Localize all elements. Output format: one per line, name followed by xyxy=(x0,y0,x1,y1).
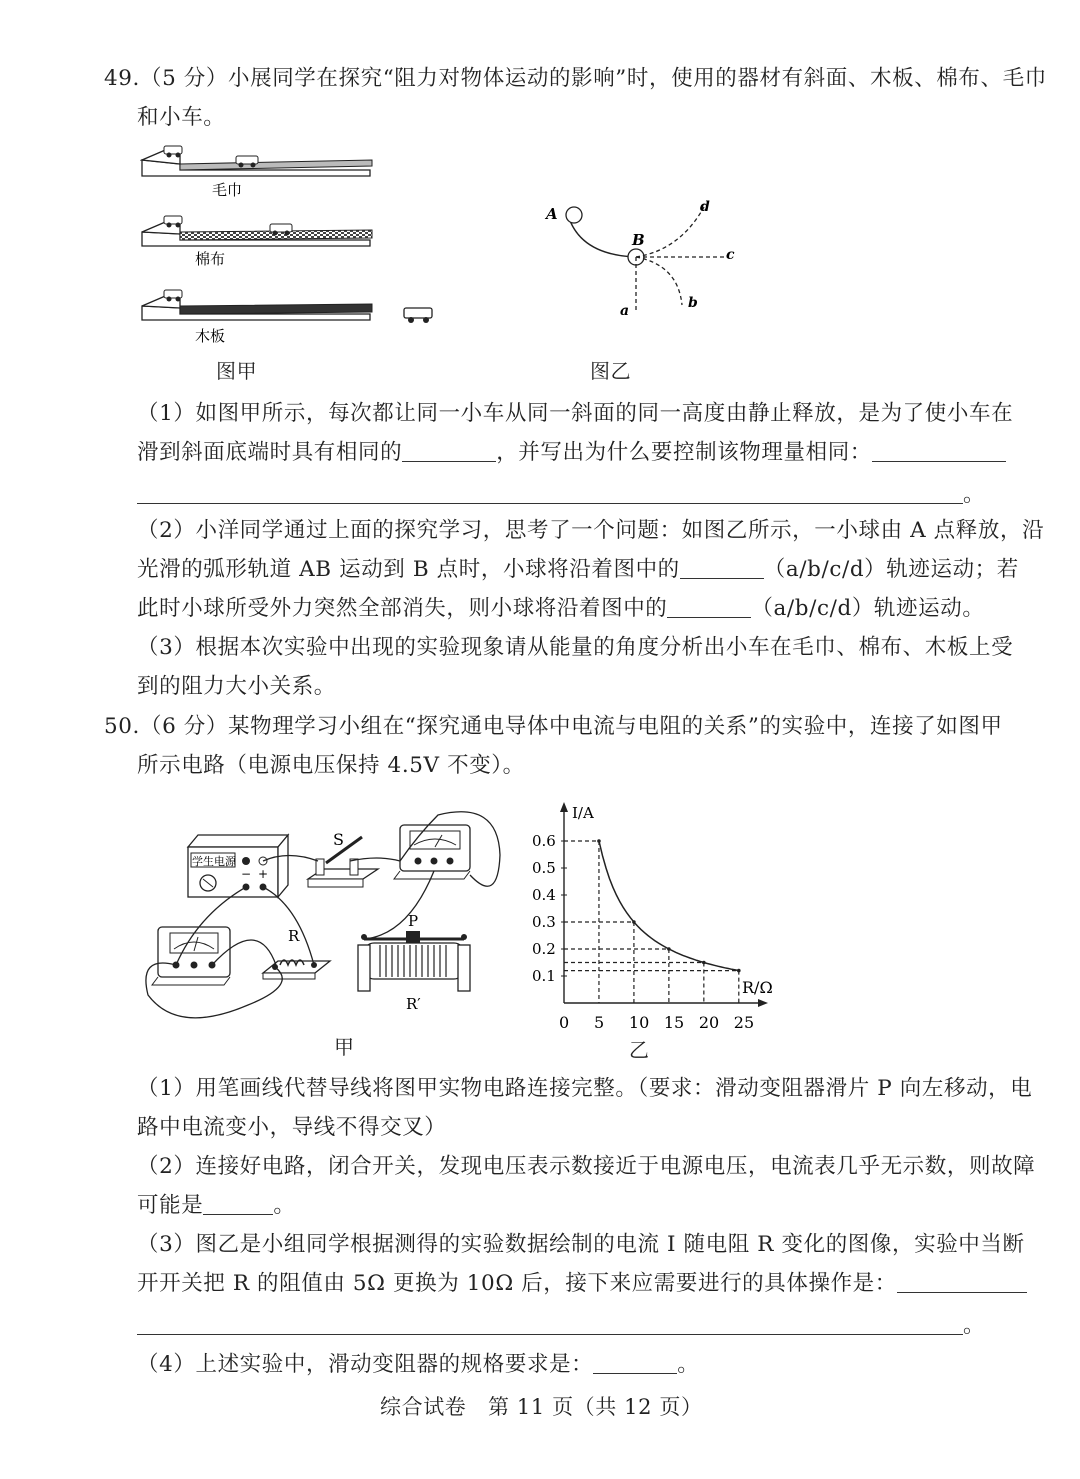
caption-fig-yi: 图乙 xyxy=(590,359,632,383)
label-path-d: d xyxy=(700,199,710,215)
x-axis-label: R/Ω xyxy=(742,978,773,997)
q50-stem-line1: 50.（6 分）某物理学习小组在“探究通电导体中电流与电阻的关系”的实验中，连接了如图甲 xyxy=(104,714,1003,739)
label-towel: 毛巾 xyxy=(212,181,243,199)
data-point xyxy=(632,920,636,924)
label-power-supply: 学生电源 xyxy=(192,855,236,868)
answer-blank[interactable] xyxy=(402,439,496,462)
data-point xyxy=(737,969,741,973)
answer-blank[interactable] xyxy=(593,1351,677,1374)
ramp-towel xyxy=(142,146,372,176)
label-point-a: A xyxy=(546,205,558,223)
y-tick-label: 0.3 xyxy=(532,913,556,931)
label-path-a: a xyxy=(620,303,630,319)
x-tick-label: 10 xyxy=(628,1013,650,1032)
q49-p2-line3: 此时小球所受外力突然全部消失，则小球将沿着图中的 （a/b/c/d）轨迹运动。 xyxy=(137,596,985,621)
answer-blank[interactable] xyxy=(897,1270,1027,1293)
q49-p3-line2: 到的阻力大小关系。 xyxy=(137,674,336,699)
car-icon xyxy=(402,305,438,325)
q50-p1-line1: （1）用笔画线代替导线将图甲实物电路连接完整。（要求：滑动变阻器滑片 P 向左移动，电 xyxy=(137,1076,1033,1101)
q50-p4-line1: （4）上述实验中，滑动变阻器的规格要求是： 。 xyxy=(137,1352,700,1377)
q49-stem-line1: 49.（5 分）小展同学在探究“阻力对物体运动的影响”时，使用的器材有斜面、木板、棉布、毛巾 xyxy=(104,66,1047,91)
y-tick-label: 0.6 xyxy=(532,832,556,850)
caption-fig-jia: 图甲 xyxy=(216,359,258,383)
label-path-b: b xyxy=(688,295,698,311)
rheostat xyxy=(358,931,470,991)
q49-p1-line1: （1）如图甲所示，每次都让同一小车从同一斜面的同一高度由静止释放，是为了使小车在 xyxy=(137,401,1014,426)
y-tick-label: 0.4 xyxy=(532,886,556,904)
answer-blank[interactable] xyxy=(203,1192,273,1215)
q50-p3-line3: 。 xyxy=(137,1311,985,1341)
answer-blank[interactable] xyxy=(667,595,751,618)
q49-figure-jia xyxy=(140,138,380,348)
caption-chart: 乙 xyxy=(629,1038,650,1062)
x-tick-label: 20 xyxy=(698,1013,720,1032)
q50-p2-line2: 可能是 。 xyxy=(137,1193,296,1218)
y-axis-arrow xyxy=(560,802,568,812)
label-point-b: B xyxy=(632,231,645,249)
label-resistor: R xyxy=(288,927,300,945)
x-tick-label: 25 xyxy=(733,1013,755,1032)
answer-blank[interactable] xyxy=(137,481,963,504)
q49-p1-line2: 滑到斜面底端时具有相同的 ，并写出为什么要控制该物理量相同： xyxy=(137,438,1006,468)
q50-chart-i-r xyxy=(530,798,790,1038)
voltmeter xyxy=(152,927,230,985)
label-cotton: 棉布 xyxy=(195,250,226,268)
label-rheostat: R′ xyxy=(406,995,421,1013)
data-point xyxy=(702,961,706,965)
answer-blank[interactable] xyxy=(680,556,764,579)
caption-circuit: 甲 xyxy=(334,1035,355,1059)
q49-p2-line1: （2）小洋同学通过上面的探究学习，思考了一个问题：如图乙所示，一小球由 A 点释放，沿 xyxy=(137,518,1045,543)
label-switch: S xyxy=(333,830,344,849)
label-path-c: c xyxy=(726,247,735,263)
q49-p1-line3: 。 xyxy=(137,480,985,510)
x-tick-label: 0 xyxy=(559,1013,570,1032)
resistor-r xyxy=(263,960,330,979)
q49-p3-line1: （3）根据本次实验中出现的实验现象请从能量的角度分析出小车在毛巾、棉布、木板上受 xyxy=(137,635,1014,660)
data-point xyxy=(667,947,671,951)
y-tick-label: 0.2 xyxy=(532,940,556,958)
answer-blank[interactable] xyxy=(872,439,1006,462)
svg-text:+: + xyxy=(258,867,269,881)
label-slider: P xyxy=(408,912,419,930)
q49-stem-line2: 和小车。 xyxy=(137,105,226,130)
q50-stem-line2: 所示电路（电源电压保持 4.5V 不变）。 xyxy=(137,753,525,778)
q50-circuit-figure xyxy=(138,795,518,1025)
q50-p2-line1: （2）连接好电路，闭合开关，发现电压表示数接近于电源电压，电流表几乎无示数，则故障 xyxy=(137,1154,1036,1179)
y-tick-label: 0.5 xyxy=(532,859,556,877)
page-footer: 综合试卷 第 11 页（共 12 页） xyxy=(380,1395,703,1419)
q50-p3-line2: 开开关把 R 的阻值由 5Ω 更换为 10Ω 后，接下来应需要进行的具体操作是： xyxy=(137,1269,1027,1299)
x-axis-arrow xyxy=(758,999,768,1007)
q50-p1-line2: 路中电流变小，导线不得交叉） xyxy=(137,1115,447,1140)
ramp-cotton xyxy=(142,216,372,246)
ammeter xyxy=(394,825,470,879)
data-point xyxy=(597,839,601,843)
x-tick-label: 5 xyxy=(593,1013,605,1032)
ramp-board xyxy=(142,290,372,320)
y-tick-label: 0.1 xyxy=(532,967,556,985)
q49-figure-yi xyxy=(540,195,760,325)
x-tick-label: 15 xyxy=(663,1013,685,1032)
q50-p3-line1: （3）图乙是小组同学根据测得的实验数据绘制的电流 I 随电阻 R 变化的图像，实验中当断 xyxy=(137,1232,1025,1257)
q49-p2-line2: 光滑的弧形轨道 AB 运动到 B 点时，小球将沿着图中的 （a/b/c/d）轨迹运动；若 xyxy=(137,557,1019,582)
svg-text:−: − xyxy=(241,867,252,881)
label-board: 木板 xyxy=(195,327,226,345)
y-axis-label: I/A xyxy=(572,804,594,822)
answer-blank[interactable] xyxy=(137,1312,963,1335)
